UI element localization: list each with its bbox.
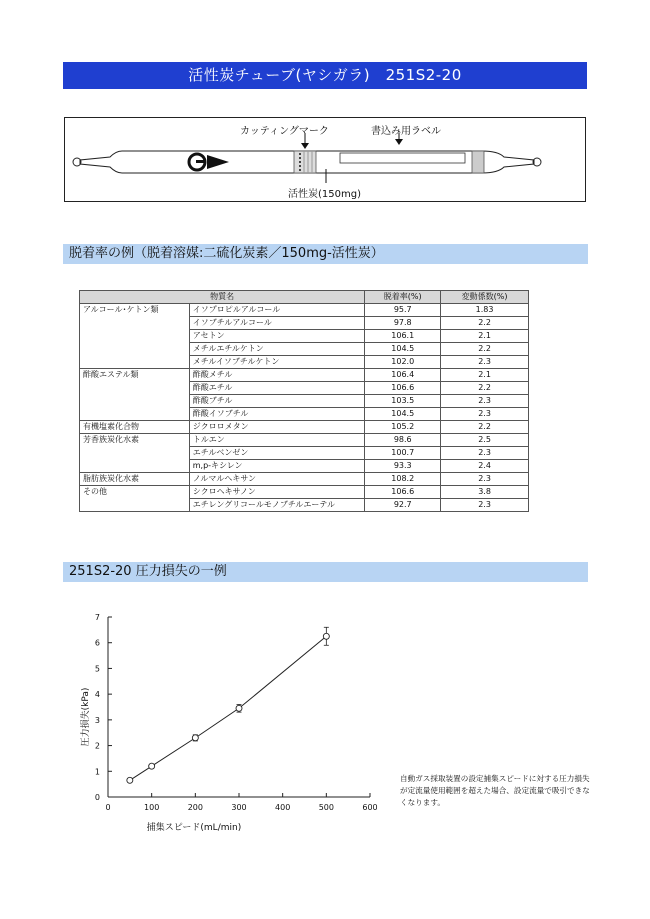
cv-cell: 2.3 xyxy=(441,447,529,460)
data-point xyxy=(149,763,155,769)
desorption-table xyxy=(79,290,529,512)
pressure-loss-chart xyxy=(70,605,380,835)
cv-cell: 2.5 xyxy=(441,434,529,447)
category-cell: その他 xyxy=(80,486,190,512)
substance-cell: 酢酸ブチル xyxy=(189,395,365,408)
rate-cell: 93.3 xyxy=(365,460,441,473)
substance-cell: エチレングリコールモノブチルエーテル xyxy=(189,499,365,512)
write-label-area xyxy=(340,153,465,163)
substance-cell: エチルベンゼン xyxy=(189,447,365,460)
x-tick-label: 200 xyxy=(187,803,203,812)
header-cv: 変動係数(%) xyxy=(441,291,529,304)
data-point xyxy=(236,705,242,711)
cv-cell: 2.2 xyxy=(441,421,529,434)
rate-cell: 104.5 xyxy=(365,408,441,421)
cv-cell: 2.3 xyxy=(441,356,529,369)
cv-cell: 2.3 xyxy=(441,395,529,408)
substance-cell: ノルマルヘキサン xyxy=(189,473,365,486)
substance-cell: 酢酸エチル xyxy=(189,382,365,395)
cv-cell: 1.83 xyxy=(441,304,529,317)
x-tick-label: 0 xyxy=(105,803,111,812)
substance-cell: メチルイソブチルケトン xyxy=(189,356,365,369)
rate-cell: 106.6 xyxy=(365,382,441,395)
rate-cell: 106.6 xyxy=(365,486,441,499)
rate-cell: 97.8 xyxy=(365,317,441,330)
rate-cell: 102.0 xyxy=(365,356,441,369)
rate-cell: 95.7 xyxy=(365,304,441,317)
y-tick-label: 3 xyxy=(94,715,100,725)
category-cell: 有機塩素化合物 xyxy=(80,421,190,434)
header-substance: 物質名 xyxy=(80,291,365,304)
substance-cell: トルエン xyxy=(189,434,365,447)
substance-cell: シクロヘキサノン xyxy=(189,486,365,499)
rate-cell: 98.6 xyxy=(365,434,441,447)
cv-cell: 2.2 xyxy=(441,382,529,395)
substance-cell: 酢酸メチル xyxy=(189,369,365,382)
rate-cell: 100.7 xyxy=(365,447,441,460)
category-cell: 酢酸エステル類 xyxy=(80,369,190,421)
cv-cell: 2.3 xyxy=(441,408,529,421)
y-tick-label: 1 xyxy=(94,767,100,777)
cv-cell: 2.3 xyxy=(441,473,529,486)
y-tick-label: 7 xyxy=(94,613,100,622)
section-title-desorption: 脱着率の例（脱着溶媒:二硫化炭素／150mg-活性炭） xyxy=(63,244,588,264)
carbon-label: 活性炭(150mg) xyxy=(288,189,361,200)
section-title-pressure: 251S2-20 圧力損失の一例 xyxy=(63,562,588,582)
cv-cell: 2.2 xyxy=(441,343,529,356)
x-tick-label: 600 xyxy=(362,803,378,812)
table-row xyxy=(80,304,529,317)
substance-cell: 酢酸イソブチル xyxy=(189,408,365,421)
page-title: 活性炭チューブ(ヤシガラ) 251S2-20 xyxy=(63,62,587,89)
y-axis-label: 圧力損失(kPa) xyxy=(81,687,91,747)
table-row xyxy=(80,369,529,382)
rate-cell: 106.1 xyxy=(365,330,441,343)
cutting-mark-segment xyxy=(294,151,316,173)
header-rate: 脱着率(%) xyxy=(365,291,441,304)
write-label-label: 書込み用ラベル xyxy=(371,126,441,137)
cv-cell: 2.2 xyxy=(441,317,529,330)
series-line xyxy=(130,636,327,780)
category-cell: 脂肪族炭化水素 xyxy=(80,473,190,486)
table-row xyxy=(80,434,529,447)
y-tick-label: 5 xyxy=(94,664,100,674)
cv-cell: 2.3 xyxy=(441,499,529,512)
x-tick-label: 300 xyxy=(231,803,247,812)
table-row xyxy=(80,473,529,486)
cv-cell: 2.1 xyxy=(441,330,529,343)
y-tick-label: 2 xyxy=(94,741,100,751)
category-cell: アルコール･ケトン類 xyxy=(80,304,190,369)
cv-cell: 3.8 xyxy=(441,486,529,499)
cv-cell: 2.1 xyxy=(441,369,529,382)
data-point xyxy=(323,633,329,639)
end-plug xyxy=(472,151,484,173)
cv-cell: 2.4 xyxy=(441,460,529,473)
table-row xyxy=(80,421,529,434)
table-header-row xyxy=(80,291,529,304)
substance-cell: イソプロピルアルコール xyxy=(189,304,365,317)
rate-cell: 92.7 xyxy=(365,499,441,512)
cutting-mark-label: カッティングマーク xyxy=(240,126,329,137)
substance-cell: m,p-キシレン xyxy=(189,460,365,473)
x-tick-label: 500 xyxy=(318,803,334,812)
substance-cell: ジクロロメタン xyxy=(189,421,365,434)
y-tick-label: 4 xyxy=(94,690,100,700)
substance-cell: イソブチルアルコール xyxy=(189,317,365,330)
g-arrow-logo-icon xyxy=(189,154,229,170)
table-row xyxy=(80,486,529,499)
substance-cell: アセトン xyxy=(189,330,365,343)
rate-cell: 104.5 xyxy=(365,343,441,356)
y-tick-label: 0 xyxy=(94,793,100,802)
data-point xyxy=(127,777,133,783)
substance-cell: メチルエチルケトン xyxy=(189,343,365,356)
x-tick-label: 100 xyxy=(144,803,160,812)
note-text: 自動ガス採取装置の設定捕集スピードに対する圧力損失が定流量使用範囲を超えた場合、設定流量で吸引できなくなります。 xyxy=(400,774,590,807)
y-tick-label: 6 xyxy=(94,638,100,648)
data-point xyxy=(192,735,198,741)
x-axis-label: 捕集スピード(mL/min) xyxy=(146,823,242,833)
x-tick-label: 400 xyxy=(275,803,291,812)
rate-cell: 108.2 xyxy=(365,473,441,486)
category-cell: 芳香族炭化水素 xyxy=(80,434,190,473)
rate-cell: 105.2 xyxy=(365,421,441,434)
rate-cell: 106.4 xyxy=(365,369,441,382)
rate-cell: 103.5 xyxy=(365,395,441,408)
